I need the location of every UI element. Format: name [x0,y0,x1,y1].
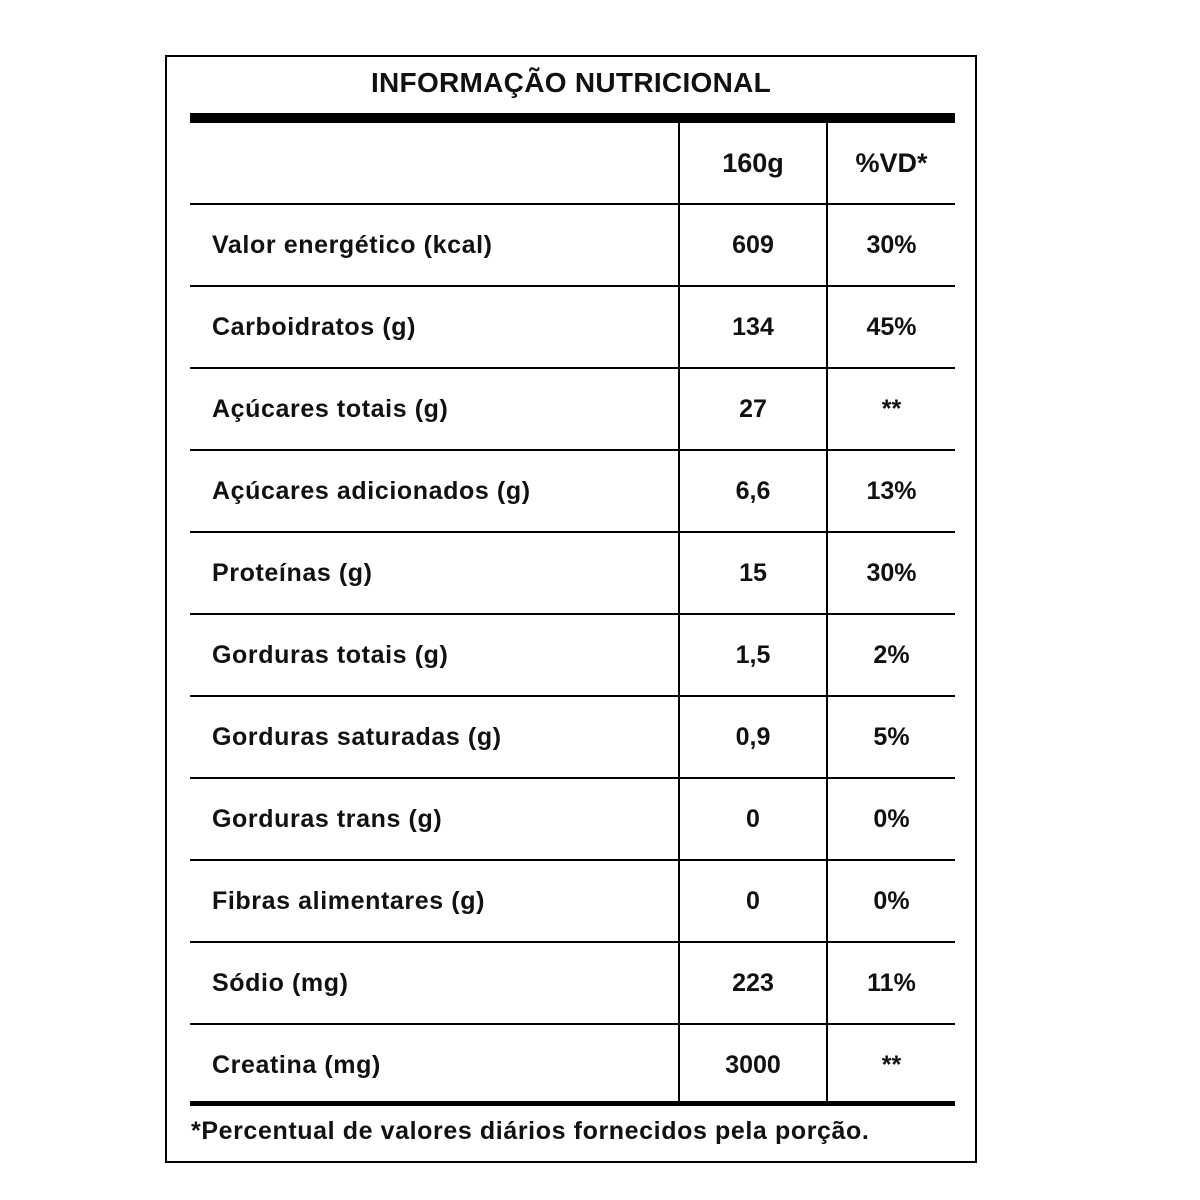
nutrient-amount: 6,6 [679,450,827,532]
nutrient-name: Carboidratos (g) [190,286,679,368]
nutrient-dv: 30% [827,204,955,286]
nutrient-name: Creatina (mg) [190,1024,679,1105]
table-row [190,778,955,860]
nutrient-dv: 45% [827,286,955,368]
table-row [190,532,955,614]
nutrient-dv: 30% [827,532,955,614]
nutrient-name: Fibras alimentares (g) [190,860,679,942]
nutrient-dv: ** [827,1024,955,1105]
nutrient-amount: 15 [679,532,827,614]
table-row [190,696,955,778]
nutrient-name: Proteínas (g) [190,532,679,614]
nutrient-name: Sódio (mg) [190,942,679,1024]
nutrient-dv: 2% [827,614,955,696]
header-nutrient-cell [190,123,679,204]
table-row [190,204,955,286]
nutrient-amount: 1,5 [679,614,827,696]
table-header-row [190,123,955,204]
nutrient-dv: 0% [827,778,955,860]
footnote: *Percentual de valores diários fornecidos pela porção. [191,1117,870,1145]
table-row [190,942,955,1024]
nutrient-dv: 13% [827,450,955,532]
nutrient-amount: 27 [679,368,827,450]
nutrient-dv: 11% [827,942,955,1024]
table-row [190,860,955,942]
nutrient-name: Gorduras totais (g) [190,614,679,696]
table-row [190,286,955,368]
header-dv-cell: %VD* [827,123,955,204]
nutrient-name: Gorduras trans (g) [190,778,679,860]
nutrient-amount: 609 [679,204,827,286]
nutrient-amount: 0 [679,860,827,942]
table-row [190,1024,955,1105]
nutrient-amount: 134 [679,286,827,368]
nutrient-name: Açúcares adicionados (g) [190,450,679,532]
nutrition-table [190,123,955,1105]
nutrient-amount: 223 [679,942,827,1024]
nutrition-facts-label [165,55,977,1163]
table-row [190,614,955,696]
nutrient-name: Valor energético (kcal) [190,204,679,286]
nutrient-dv: ** [827,368,955,450]
nutrient-amount: 3000 [679,1024,827,1105]
top-thick-rule [190,113,955,123]
table-row [190,368,955,450]
nutrient-amount: 0 [679,778,827,860]
nutrient-name: Açúcares totais (g) [190,368,679,450]
nutrient-amount: 0,9 [679,696,827,778]
nutrient-dv: 5% [827,696,955,778]
nutrient-dv: 0% [827,860,955,942]
nutrient-name: Gorduras saturadas (g) [190,696,679,778]
label-title: INFORMAÇÃO NUTRICIONAL [370,67,772,98]
table-row [190,450,955,532]
header-portion-cell: 160g [679,123,827,204]
bottom-thick-rule [190,1101,955,1106]
